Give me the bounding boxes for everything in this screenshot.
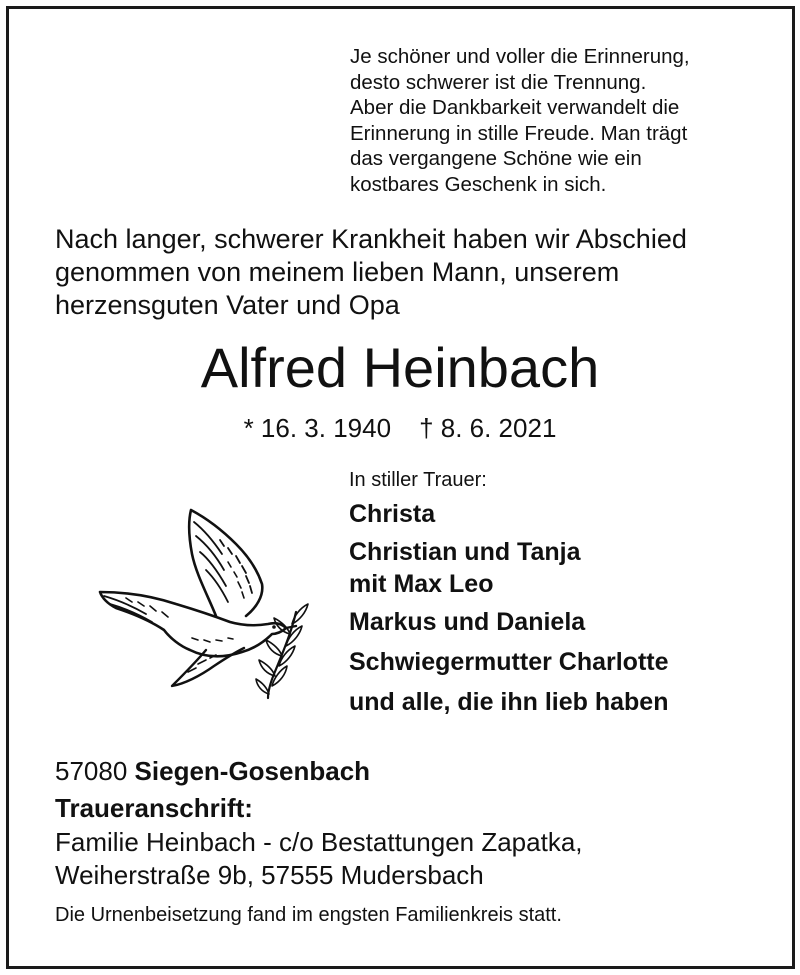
dove-with-olive-branch-icon [96, 500, 311, 700]
announcement-line: genommen von meinem lieben Mann, unserem [55, 257, 620, 287]
mourner-name: Schwiegermutter Charlotte [349, 648, 669, 676]
address-heading: Traueranschrift: [55, 793, 253, 823]
announcement-line: herzensguten Vater und Opa [55, 290, 400, 320]
memorial-poem [350, 44, 770, 197]
death-date: † 8. 6. 2021 [419, 413, 557, 443]
residence [55, 755, 370, 787]
burial-note: Die Urnenbeisetzung fand im engsten Familienkreis statt. [55, 904, 562, 926]
deceased-name: Alfred Heinbach [200, 336, 600, 399]
poem-line: kostbares Geschenk in sich. [350, 172, 607, 196]
city-name: Siegen-Gosenbach [134, 756, 371, 786]
poem-line: desto schwerer ist die Trennung. [350, 70, 647, 94]
life-dates [0, 412, 800, 444]
address-line: Familie Heinbach - c/o Bestattungen Zapatka, [55, 827, 583, 857]
mourner-name: mit Max Leo [349, 570, 494, 598]
announcement-line: Nach langer, schwerer Krankheit haben wir Abschied [55, 224, 687, 254]
postal-code: 57080 [55, 756, 128, 786]
mourner-name: Christa [349, 500, 436, 528]
birth-date: * 16. 3. 1940 [243, 413, 392, 443]
address-line: Weiherstraße 9b, 57555 Mudersbach [55, 860, 484, 890]
mourning-heading: In stiller Trauer: [349, 469, 487, 491]
poem-line: Je schöner und voller die Erinnerung, [350, 45, 690, 68]
poem-line: Erinnerung in stille Freude. Man trägt [350, 121, 688, 145]
poem-line: Aber die Dankbarkeit verwandelt die [350, 96, 680, 119]
mourner-name: und alle, die ihn lieb haben [349, 688, 669, 716]
mourner-name: Christian und Tanja [349, 538, 581, 566]
mourning-address [55, 826, 583, 892]
mourners-list [349, 498, 669, 718]
announcement-text [55, 223, 755, 322]
mourner-name: Markus und Daniela [349, 608, 586, 636]
poem-line: das vergangene Schöne wie ein [350, 147, 642, 170]
